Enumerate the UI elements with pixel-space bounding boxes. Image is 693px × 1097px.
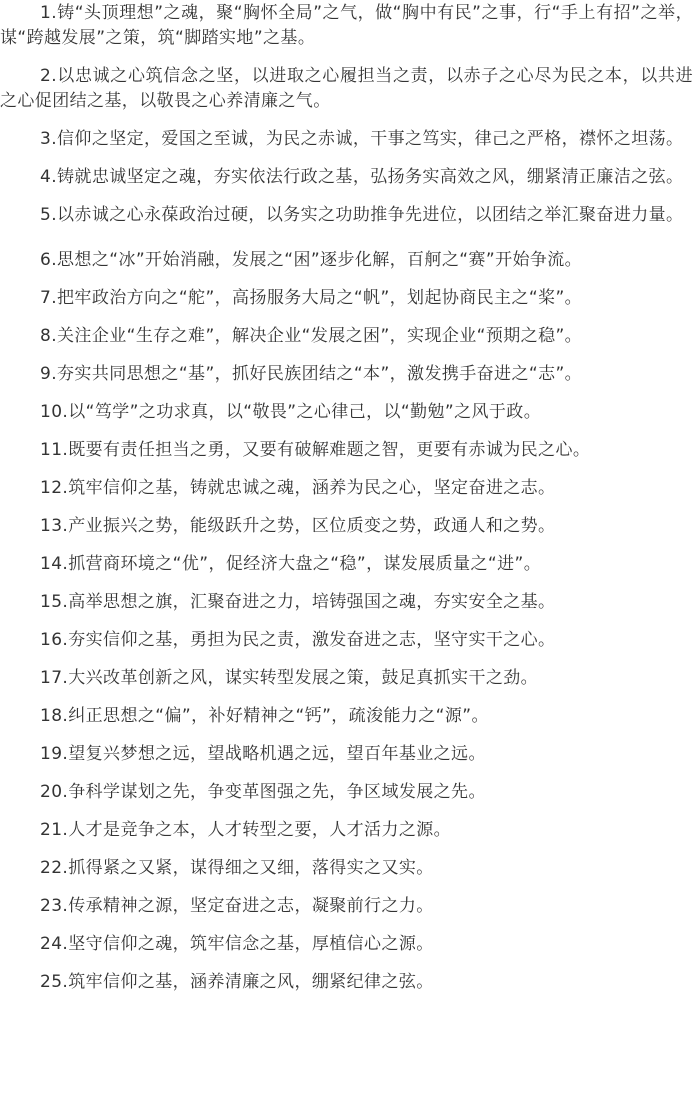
item-text: 筑牢信仰之基，铸就忠诚之魂，涵养为民之心，坚定奋进之志。 [68,478,556,498]
list-item [0,127,693,152]
item-number: 13. [40,516,69,536]
item-text: 信仰之坚定，爱国之至诚，为民之赤诚，干事之笃实，律己之严格，襟怀之坦荡。 [57,129,684,149]
item-number: 17. [40,668,69,688]
item-number: 3. [40,129,58,149]
item-number: 7. [40,288,58,308]
item-number: 8. [40,326,58,346]
item-number: 24. [40,934,69,954]
item-text: 夯实共同思想之“基”，抓好民族团结之“本”，激发携手奋进之“志”。 [57,364,583,384]
item-number: 1. [40,3,58,23]
item-text: 抓得紧之又紧，谋得细之又细，落得实之又实。 [68,858,434,878]
list-item [0,64,693,114]
list-item [0,963,693,1001]
list-item [0,1,693,51]
list-item [0,469,693,507]
item-text: 望复兴梦想之远，望战略机遇之远，望百年基业之远。 [68,744,486,764]
item-number: 15. [40,592,69,612]
list-item [0,697,693,735]
item-text: 人才是竞争之本，人才转型之要，人才活力之源。 [68,820,452,840]
list-item [0,887,693,925]
item-number: 6. [40,250,58,270]
item-text: 以“笃学”之功求真，以“敬畏”之心律己，以“勤勉”之风于政。 [68,402,542,422]
list-item [0,507,693,545]
list-item [0,773,693,811]
item-number: 20. [40,782,69,802]
item-text: 纠正思想之“偏”，补好精神之“钙”，疏浚能力之“源”。 [68,706,489,726]
item-text: 思想之“冰”开始消融，发展之“困”逐步化解，百舸之“赛”开始争流。 [57,250,583,270]
item-text: 坚守信仰之魂，筑牢信念之基，厚植信心之源。 [68,934,434,954]
item-text: 大兴改革创新之风，谋实转型发展之策，鼓足真抓实干之劲。 [68,668,539,688]
list-item [0,393,693,431]
list-item [0,241,693,279]
list-item [0,317,693,355]
item-number: 22. [40,858,69,878]
list-item [0,659,693,697]
list-item [0,925,693,963]
item-text: 铸就忠诚坚定之魂，夯实依法行政之基，弘扬务实高效之风，绷紧清正廉洁之弦。 [57,167,684,187]
item-text: 以赤诚之心永葆政治过硬，以务实之功助推争先进位，以团结之举汇聚奋进力量。 [57,205,684,225]
item-text: 夯实信仰之基，勇担为民之责，激发奋进之志，坚守实干之心。 [68,630,556,650]
item-text: 传承精神之源，坚定奋进之志，凝聚前行之力。 [68,896,434,916]
item-number: 18. [40,706,69,726]
list-item [0,355,693,393]
item-number: 21. [40,820,69,840]
item-number: 25. [40,972,69,992]
item-number: 5. [40,205,58,225]
item-text: 争科学谋划之先，争变革图强之先，争区域发展之先。 [68,782,486,802]
list-item [0,431,693,469]
item-number: 10. [40,402,69,422]
item-text: 高举思想之旗，汇聚奋进之力，培铸强国之魂，夯实安全之基。 [68,592,556,612]
item-text: 筑牢信仰之基，涵养清廉之风，绷紧纪律之弦。 [68,972,434,992]
item-number: 16. [40,630,69,650]
list-item [0,583,693,621]
item-number: 4. [40,167,58,187]
item-text: 铸“头顶理想”之魂，聚“胸怀全局”之气，做“胸中有民”之事，行“手上有招”之举，谋“跨越发展”之策，筑“脚踏实地”之基。 [0,3,693,48]
list-item [0,849,693,887]
item-number: 2. [40,66,58,86]
item-text: 既要有责任担当之勇，又要有破解难题之智，更要有赤诚为民之心。 [68,440,591,460]
list-item [0,203,693,228]
item-number: 12. [40,478,69,498]
item-number: 9. [40,364,58,384]
item-text: 以忠诚之心筑信念之坚，以进取之心履担当之责，以赤子之心尽为民之本，以共进之心促团结之基，以敬畏之心养清廉之气。 [0,66,693,111]
list-item [0,811,693,849]
item-number: 11. [40,440,69,460]
item-text: 关注企业“生存之难”，解决企业“发展之困”，实现企业“预期之稳”。 [57,326,583,346]
item-text: 产业振兴之势，能级跃升之势，区位质变之势，政通人和之势。 [68,516,556,536]
item-number: 23. [40,896,69,916]
list-item [0,735,693,773]
item-text: 把牢政治方向之“舵”，高扬服务大局之“帆”，划起协商民主之“桨”。 [57,288,583,308]
list-item [0,545,693,583]
list-item [0,165,693,190]
item-text: 抓营商环境之“优”，促经济大盘之“稳”，谋发展质量之“进”。 [68,554,542,574]
list-item [0,279,693,317]
list-item [0,621,693,659]
item-number: 19. [40,744,69,764]
item-number: 14. [40,554,69,574]
